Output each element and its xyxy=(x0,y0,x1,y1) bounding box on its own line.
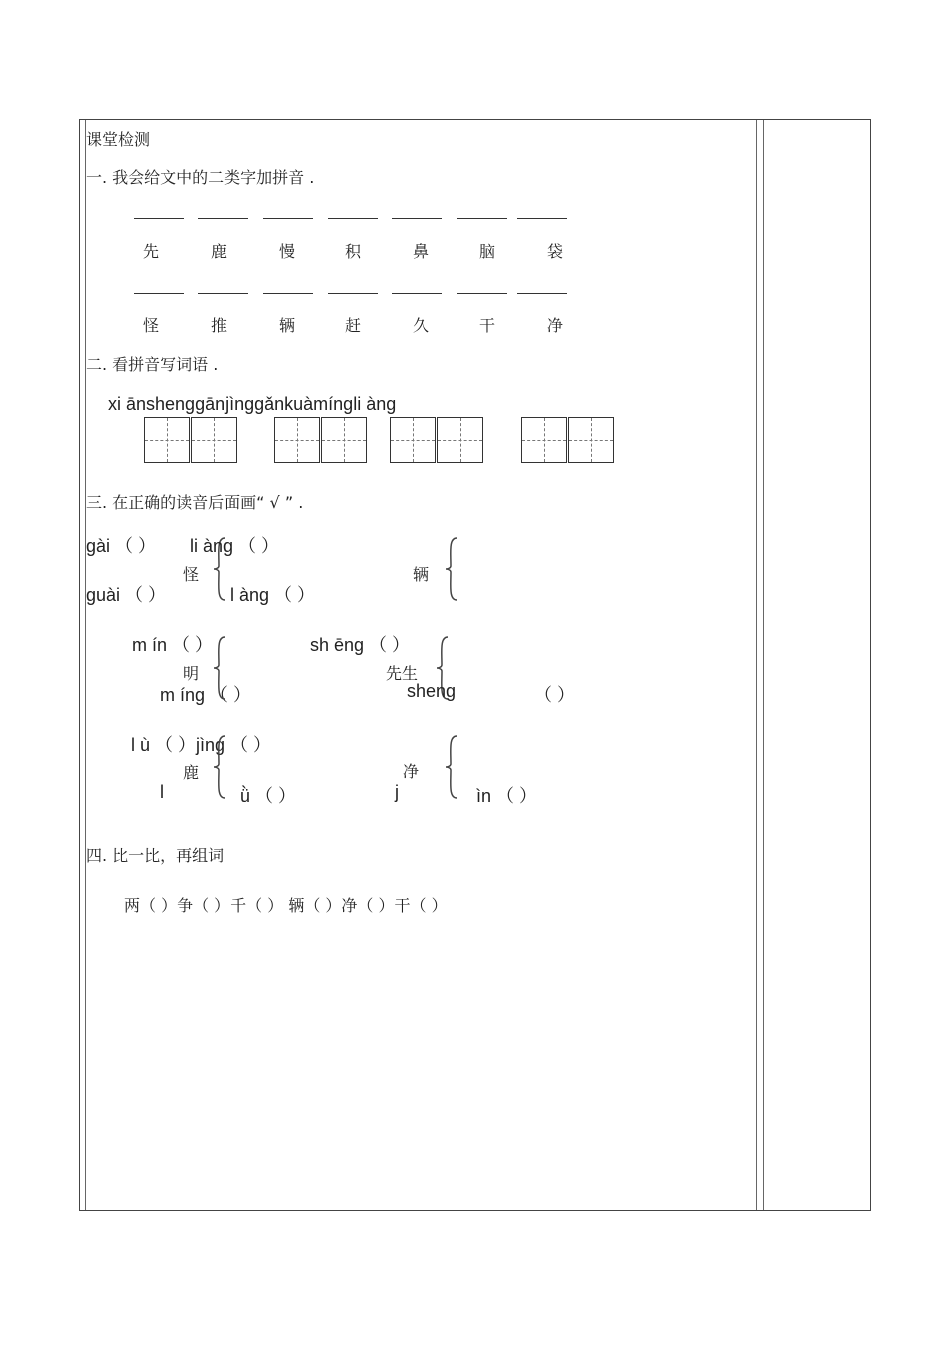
reading-option[interactable]: li àng （ ） xyxy=(190,536,280,556)
character: 袋 xyxy=(547,242,564,261)
q2-pinyin-line: xi ānshenggānjìnggǎnkuàmíngli àng xyxy=(108,394,397,414)
character: 慢 xyxy=(279,242,296,261)
answer-blank[interactable] xyxy=(392,293,442,294)
brace-icon xyxy=(445,536,461,602)
answer-blank[interactable] xyxy=(198,218,248,219)
reading-option[interactable]: gài （ ） xyxy=(86,536,157,556)
polyphone-char: 先生 xyxy=(386,664,419,683)
q4-compare-line[interactable]: 两（ ）争（ ）千（ ） 辆（ ）净（ ）干（ ） xyxy=(124,896,448,915)
reading-option[interactable]: ìn （ ） xyxy=(476,786,538,806)
character: 鹿 xyxy=(211,242,228,261)
character: 干 xyxy=(479,316,496,335)
tianzige-pair[interactable] xyxy=(274,417,367,463)
q2-heading: 二. 看拼音写词语 . xyxy=(86,355,219,374)
tianzige-pair[interactable] xyxy=(521,417,614,463)
polyphone-char: 辆 xyxy=(413,565,430,584)
q3-heading: 三. 在正确的读音后面画“ √ ” . xyxy=(86,493,304,512)
tianzige-box[interactable] xyxy=(274,417,320,463)
tianzige-box[interactable] xyxy=(321,417,367,463)
answer-blank[interactable] xyxy=(457,218,507,219)
character: 推 xyxy=(211,316,228,335)
column-divider xyxy=(85,120,86,1210)
answer-blank[interactable] xyxy=(328,293,378,294)
tianzige-box[interactable] xyxy=(191,417,237,463)
character: 积 xyxy=(345,242,362,261)
tianzige-box[interactable] xyxy=(144,417,190,463)
column-divider xyxy=(763,120,764,1210)
reading-option[interactable]: j xyxy=(395,782,399,802)
polyphone-char: 明 xyxy=(183,664,200,683)
answer-blank[interactable] xyxy=(457,293,507,294)
brace-icon xyxy=(213,734,229,800)
column-divider xyxy=(756,120,757,1210)
tianzige-box[interactable] xyxy=(437,417,483,463)
reading-option[interactable]: l xyxy=(160,782,164,802)
q1-heading: 一. 我会给文中的二类字加拼音 . xyxy=(86,168,315,187)
reading-option[interactable]: m íng （ ） xyxy=(160,685,252,705)
reading-option[interactable]: sheng xyxy=(407,681,457,701)
character: 鼻 xyxy=(413,242,430,261)
character: 怪 xyxy=(143,316,160,335)
character: 净 xyxy=(547,316,564,335)
section-title: 课堂检测 xyxy=(86,130,151,149)
polyphone-char: 鹿 xyxy=(183,763,200,782)
answer-blank[interactable] xyxy=(198,293,248,294)
reading-option[interactable]: l àng （ ） xyxy=(230,585,316,605)
answer-blank[interactable] xyxy=(134,218,184,219)
reading-option[interactable]: sh ēng （ ） xyxy=(310,635,411,655)
character: 先 xyxy=(143,242,160,261)
tianzige-box[interactable] xyxy=(521,417,567,463)
reading-option[interactable]: guài （ ） xyxy=(86,585,167,605)
q4-heading: 四. 比一比，再组词 xyxy=(86,846,225,865)
tianzige-pair[interactable] xyxy=(390,417,483,463)
tianzige-box[interactable] xyxy=(568,417,614,463)
polyphone-char: 净 xyxy=(403,762,420,781)
answer-blank[interactable] xyxy=(392,218,442,219)
answer-parentheses[interactable]: （ ） xyxy=(534,685,576,705)
character: 赶 xyxy=(345,316,362,335)
answer-blank[interactable] xyxy=(263,293,313,294)
polyphone-char: 怪 xyxy=(183,565,200,584)
reading-option[interactable]: l ù （ ）jìng （ ） xyxy=(131,735,272,755)
tianzige-pair[interactable] xyxy=(144,417,237,463)
character: 脑 xyxy=(479,242,496,261)
answer-blank[interactable] xyxy=(328,218,378,219)
brace-icon xyxy=(213,635,229,701)
tianzige-box[interactable] xyxy=(390,417,436,463)
brace-icon xyxy=(445,734,461,800)
answer-blank[interactable] xyxy=(517,218,567,219)
character: 久 xyxy=(413,316,430,335)
character: 辆 xyxy=(279,316,296,335)
reading-option[interactable]: m ín （ ） xyxy=(132,635,214,655)
reading-option[interactable]: ǜ （ ） xyxy=(240,786,297,806)
answer-blank[interactable] xyxy=(263,218,313,219)
answer-blank[interactable] xyxy=(134,293,184,294)
answer-blank[interactable] xyxy=(517,293,567,294)
